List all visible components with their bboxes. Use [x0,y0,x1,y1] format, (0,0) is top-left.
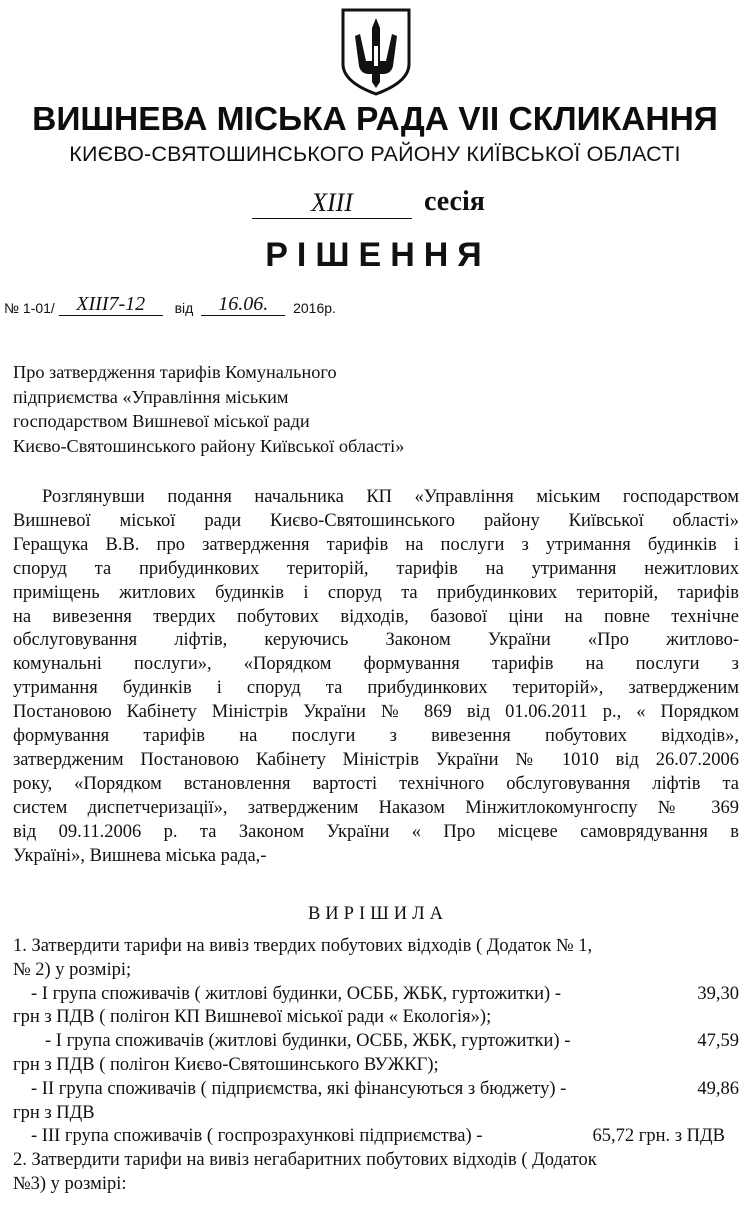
item-line [13,1125,739,1149]
preamble-line: приміщень житлових будинків і споруд та прибудинкових територій, тарифів [13,582,739,603]
session-number: XIII [252,188,412,219]
item-text: № 2) у розмірі; [13,959,132,980]
group-text: грн з ПДВ ( полігон КП Вишневої міської ради « Екологія»); [13,1007,492,1028]
subject-line: господарством Вишневої міської ради [13,411,310,431]
item-text: 2. Затвердити тарифи на вивіз негабаритних побутових відходів ( Додаток [13,1150,597,1171]
item-line [13,1149,739,1173]
document-title: РІШЕННЯ [265,236,491,274]
preamble-line: комунальні послуги», «Порядком формування тарифів на послуги з [13,654,739,675]
preamble-line: систем диспетчеризації», затвердженим Наказом Мінжитлокомунгоспу № 369 [13,797,739,818]
item-text: №3) у розмірі: [13,1173,127,1194]
preamble-line: Геращука В.В. про затвердження тарифів на послуги з утримання будинків і [13,534,739,555]
session-label: сесія [424,186,485,217]
subject-line: Києво-Святошинського району Київської області» [13,435,405,456]
preamble-line: Розглянувши подання начальника КП «Управління міським господарством [42,487,739,507]
preamble-line: на вивезення твердих побутових відходів, базової ціни на повне технічне [13,606,739,627]
subject-line: Про затвердження тарифів Комунального [13,362,337,382]
preamble-line: від 09.11.2006 р. та Законом України « Про місцеве самоврядування в [13,821,739,842]
preamble-line: Вишневої міської ради Києво-Святошинського району Київської області» [13,510,739,531]
group-text: грн з ПДВ ( полігон Києво-Святошинського ВУЖКГ); [13,1054,439,1075]
decision-subject [13,360,404,458]
preamble-line: споруд та прибудинкових територій, тарифів на утримання нежитлових [13,558,739,579]
item-line [13,959,739,983]
decision-number: XIII7-12 [59,293,163,316]
number-prefix: № 1-01/ [4,300,55,316]
preamble-line: утримання будинків і споруд та прибудинкових територій», затвердженим [13,678,739,699]
preamble-line: обслуговування ліфтів, керуючись Законом України «Про житлово- [13,630,739,651]
preamble-line: Україні», Вишнева міська рада,- [13,845,267,866]
item-line [13,1054,739,1078]
council-name: ВИШНЕВА МІСЬКА РАДА VII СКЛИКАННЯ [32,101,718,138]
preamble-line: затвердженим Постановою Кабінету Міністрів України № 1010 від 26.07.2006 [13,749,739,770]
item-text: 1. Затвердити тарифи на вивіз твердих побутових відходів ( Додаток № 1, [13,936,593,956]
item-line [13,1030,739,1054]
resolved-heading: ВИРІШИЛА [307,904,449,924]
item-line [13,1173,739,1197]
resolution-item-1 [13,935,739,1197]
session-line [252,188,552,222]
group-text: - І група споживачів ( житлові будинки, ОСББ, ЖБК, гуртожитки) - [31,983,562,1004]
decision-number-line [4,293,336,319]
decision-year: 2016р. [293,300,336,316]
item-line [13,935,739,959]
preamble-line: формування тарифів на послуги з вивезення побутових відходів», [13,726,739,747]
preamble-line: Постановою Кабінету Міністрів України № 869 від 01.06.2011 р., « Порядком [13,702,739,723]
date-from-label: від [174,300,194,316]
group-text: - ІІІ група споживачів ( госпрозрахункові підприємства) - [31,1126,483,1147]
item-line [13,983,739,1007]
preamble-line: року, «Порядком встановлення вартості технічного обслуговування ліфтів та [13,773,739,794]
tryzub-icon [339,6,413,96]
tariff-value: 39,30 [697,983,739,1004]
tariff-value: 65,72 [592,1126,635,1147]
item-line [13,1102,739,1126]
tariff-value: 49,86 [697,1078,739,1099]
district-name: КИЄВО-СВЯТОШИНСЬКОГО РАЙОНУ КИЇВСЬКОЇ ОБЛАСТІ [69,142,681,166]
item-line [13,1006,739,1030]
group-text: - І група споживачів (житлові будинки, ОСББ, ЖБК, гуртожитки) - [45,1031,571,1052]
item-line [13,1078,739,1102]
group-text: - ІІ група споживачів ( підприємства, які фінансуються з бюджету) - [31,1078,567,1099]
tariff-unit: грн. з ПДВ [638,1126,725,1147]
group-text: грн з ПДВ [13,1102,95,1123]
tariff-value: 47,59 [697,1031,739,1052]
preamble-paragraph [13,486,739,869]
subject-line: підприємства «Управління міським [13,386,289,407]
decision-date: 16.06. [201,293,285,316]
